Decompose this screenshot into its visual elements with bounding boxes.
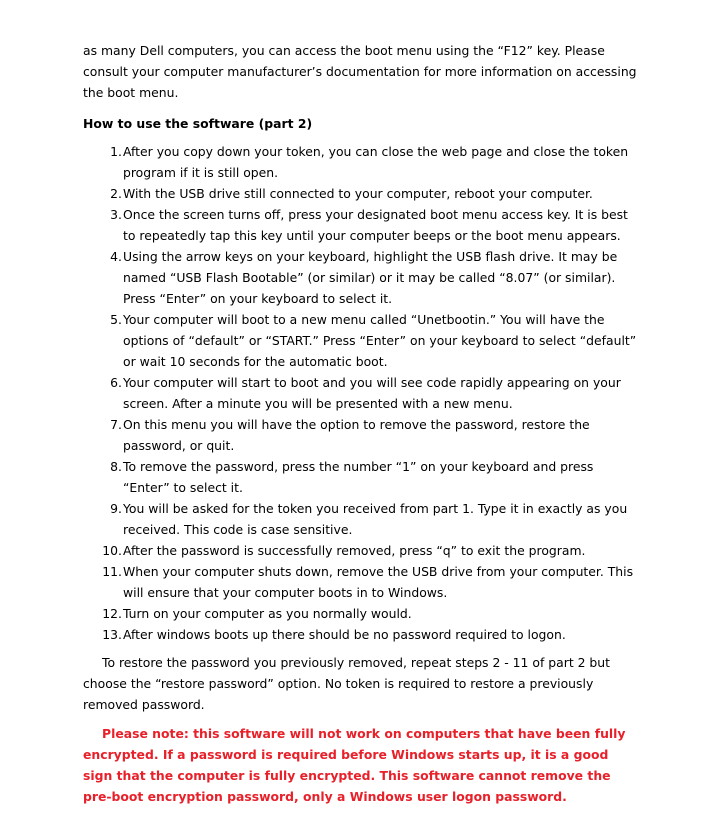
step-text: To remove the password, press the number “1” on your keyboard and press “Enter” to select it. [123,459,594,495]
step-text: On this menu you will have the option to remove the password, restore the password, or quit. [123,417,590,453]
list-item [83,309,641,372]
step-text: When your computer shuts down, remove the USB drive from your computer. This will ensure that your computer boots in to Windows. [123,564,634,600]
step-text: With the USB drive still connected to your computer, reboot your computer. [123,186,593,201]
list-item [83,414,641,456]
step-text: After the password is successfully removed, press “q” to exit the program. [123,543,586,558]
step-number: 2. [110,186,122,201]
list-item [83,540,641,561]
step-number: 1. [110,144,122,159]
list-item [83,603,641,624]
list-item [83,183,641,204]
list-item [83,141,641,183]
steps-list [83,141,641,645]
step-number: 13. [102,627,122,642]
step-number: 9. [110,501,122,516]
step-number: 11. [102,564,122,579]
step-number: 3. [110,207,122,222]
warning-note: Please note: this software will not work on computers that have been fully encrypted. If a password is required before Windows starts up, it is a good sign that the computer is fully encrypted. This software cannot remove the pre-boot encryption password, only a Windows user logon password. [83,726,626,804]
list-item [83,246,641,309]
step-number: 7. [110,417,122,432]
step-text: You will be asked for the token you received from part 1. Type it in exactly as you received. This code is case sensitive. [123,501,628,537]
step-number: 4. [110,249,122,264]
list-item [83,372,641,414]
step-text: Your computer will start to boot and you will see code rapidly appearing on your screen. After a minute you will be presented with a new menu. [123,375,621,411]
restore-paragraph: To restore the password you previously removed, repeat steps 2 - 11 of part 2 but choose the “restore password” option. No token is required to restore a previously removed password. [83,655,611,712]
step-text: Once the screen turns off, press your designated boot menu access key. It is best to repeatedly tap this key until your computer beeps or the boot menu appears. [123,207,628,243]
intro-paragraph: as many Dell computers, you can access the boot menu using the “F12” key. Please consult your computer manufacturer’s documentation for more information on accessing the boot menu. [83,43,637,100]
step-text: After windows boots up there should be no password required to logon. [123,627,566,642]
step-number: 10. [102,543,122,558]
step-number: 12. [102,606,122,621]
list-item [83,204,641,246]
step-text: Using the arrow keys on your keyboard, highlight the USB flash drive. It may be named “USB Flash Bootable” (or similar) or it may be called “8.07” (or similar). Press “Enter” on your keyboard to select it. [123,249,618,306]
list-item [83,498,641,540]
step-text: Turn on your computer as you normally would. [123,606,412,621]
step-number: 6. [110,375,122,390]
step-text: After you copy down your token, you can close the web page and close the token program if it is still open. [123,144,629,180]
list-item [83,624,641,645]
step-number: 8. [110,459,122,474]
section-heading: How to use the software (part 2) [83,116,313,131]
list-item [83,456,641,498]
list-item [83,561,641,603]
step-number: 5. [110,312,122,327]
step-text: Your computer will boot to a new menu called “Unetbootin.” You will have the options of “default” or “START.” Press “Enter” on your keyboard to select “default” or wait 10 seconds for the automatic boot. [123,312,637,369]
